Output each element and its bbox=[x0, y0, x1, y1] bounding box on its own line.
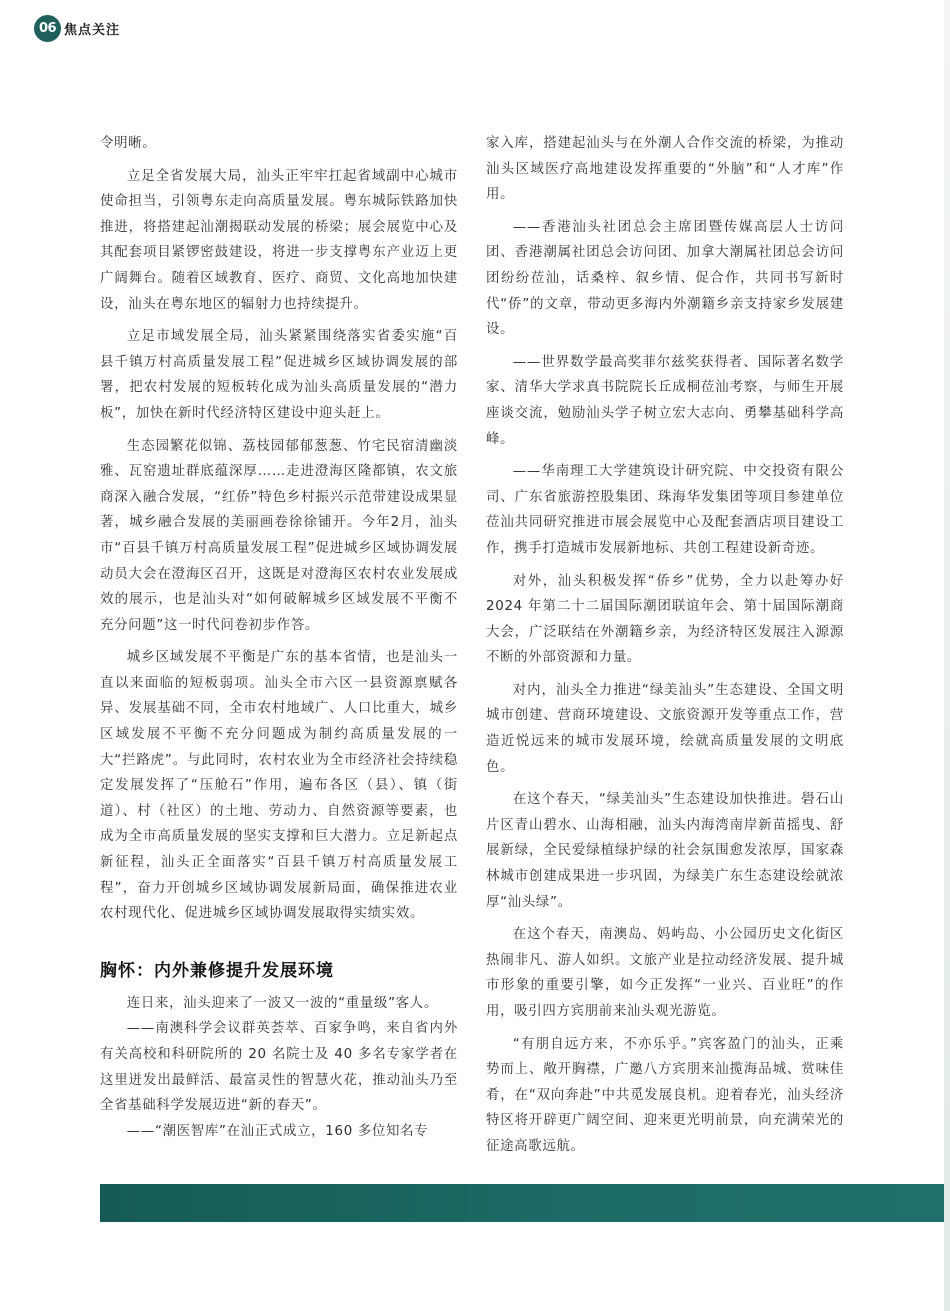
paragraph: ——“潮医智库”在汕正式成立，160 多位知名专 bbox=[126, 1123, 429, 1139]
paragraph: 立足全省发展大局，汕头正牢牢扛起省域副中心城市使命担当，引领粤东走向高质量发展。粤东城际铁路加快推进，将搭建起汕潮揭联动发展的桥梁；展会展览中心及其配套项目紧锣密鼓建设，将进一步支撑粤东产业迈上更广阔舞台。随着区域教育、医疗、商贸、文化高地加快建设，汕头在粤东地区的辐射力也持续提升。 bbox=[100, 168, 458, 312]
paragraph: ——香港汕头社团总会主席团暨传媒高层人士访问团、香港潮属社团总会访问团、加拿大潮属社团总会访问团纷纷莅汕，话桑梓、叙乡情、促合作，共同书写新时代“侨”的文章，带动更多海内外潮籍乡亲支持家乡发展建设。 bbox=[486, 219, 844, 338]
paragraph: “有朋自远方来，不亦乐乎。”宾客盈门的汕头，正乘势而上、敞开胸襟，广邀八方宾朋来汕揽海品城、赏味佳肴，在“双向奔赴”中共觅发展良机。迎着春光，汕头经济特区将开辟更广阔空间、迎来更光明前景，向充满荣光的征途高歌远航。 bbox=[486, 1036, 844, 1154]
paragraph: 生态园繁花似锦、荔枝园郁郁葱葱、竹宅民宿清幽淡雅、瓦窑遗址群底蕴深厚……走进澄海区隆都镇，农文旅商深入融合发展，“红侨”特色乡村振兴示范带建设成果显著，城乡融合发展的美丽画卷徐徐铺开。今年2月，汕头市“百县千镇万村高质量发展工程”促进城乡区域协调发展动员大会在澄海区召开，这既是对澄海区农村农业发展成效的展示，也是汕头对“如何破解城乡区域发展不平衡不充分问题”这一时代问卷初步作答。 bbox=[100, 438, 458, 633]
left-column bbox=[100, 131, 458, 1144]
paragraph: 立足市域发展全局，汕头紧紧围绕落实省委实施“百县千镇万村高质量发展工程”促进城乡区域协调发展的部署，把农村发展的短板转化成为汕头高质量发展的“潜力板”，加快在新时代经济特区建设中迎头赶上。 bbox=[100, 329, 458, 421]
paragraph: ——华南理工大学建筑设计研究院、中交投资有限公司、广东省旅游控股集团、珠海华发集团等项目参建单位莅汕共同研究推进市展会展览中心及配套酒店项目建设工作，携手打造城市发展新地标、共创工程建设新奇迹。 bbox=[486, 464, 844, 556]
paragraph: 令明晰。 bbox=[100, 136, 157, 151]
paragraph: 城乡区域发展不平衡是广东的基本省情，也是汕头一直以来面临的短板弱项。汕头全市六区一县资源禀赋各异、发展基础不同，全市农村地域广、人口比重大，城乡区域发展不平衡不充分问题成为制约高质量发展的一大“拦路虎”。与此同时，农村农业为全市经济社会持续稳定发展发挥了“压舱石”作用，遍布各区（县）、镇（街道）、村（社区）的土地、劳动力、自然资源等要素，也成为全市高质量发展的坚实支撑和巨大潜力。立足新起点新征程，汕头正全面落实“百县千镇万村高质量发展工程”，奋力开创城乡区域协调发展新局面，确保推进农业农村现代化、促进城乡区域协调发展取得实绩实效。 bbox=[100, 650, 458, 922]
paragraph: 连日来，汕头迎来了一波又一波的“重量级”客人。 bbox=[126, 995, 438, 1011]
section-title: 焦点关注 bbox=[64, 22, 121, 38]
right-column bbox=[486, 131, 844, 1167]
paragraph: ——南澳科学会议群英荟萃、百家争鸣，来自省内外有关高校和科研院所的 20 名院士及 40 多名专家学者在这里迸发出最鲜活、最富灵性的智慧火花，推动汕头乃至全省基础科学发展迈进“新的春天”。 bbox=[100, 1021, 458, 1114]
paragraph: 在这个春天，“绿美汕头”生态建设加快推进。礐石山片区青山碧水、山海相融，汕头内海湾南岸新苗摇曳、舒展新绿，全民爱绿植绿护绿的社会氛围愈发浓厚，国家森林城市创建成果进一步巩固，为绿美广东生态建设绘就浓厚“汕头绿”。 bbox=[486, 792, 844, 910]
paragraph: 对内，汕头全力推进“绿美汕头”生态建设、全国文明城市创建、营商环境建设、文旅资源开发等重点工作，营造近悦远来的城市发展环境，绘就高质量发展的文明底色。 bbox=[486, 682, 844, 775]
paragraph: ——世界数学最高奖菲尔兹奖获得者、国际著名数学家、清华大学求真书院院长丘成桐莅汕考察，与师生开展座谈交流，勉励汕头学子树立宏大志向、勇攀基础科学高峰。 bbox=[486, 354, 844, 447]
paragraph: 在这个春天，南澳岛、妈屿岛、小公园历史文化街区热闹非凡、游人如织。文旅产业是拉动经济发展、提升城市形象的重要引擎，如今正发挥“一业兴、百业旺”的作用，吸引四方宾朋前来汕头观光游览。 bbox=[486, 927, 844, 1019]
page-number-badge: 06 bbox=[34, 15, 61, 42]
page-header bbox=[34, 14, 120, 42]
footer-color-band bbox=[100, 1184, 950, 1222]
paragraph: 家入库，搭建起汕头与在外潮人合作交流的桥梁，为推动汕头区域医疗高地建设发挥重要的“外脑”和“人才库”作用。 bbox=[486, 136, 844, 203]
page-edge-strip bbox=[944, 0, 950, 1311]
paragraph: 对外，汕头积极发挥“侨乡”优势，全力以赴筹办好 2024 年第二十二届国际潮团联谊年会、第十届国际潮商大会，广泛联结在外潮籍乡亲，为经济特区发展注入源源不断的外部资源和力量。 bbox=[486, 573, 844, 666]
section-subheading: 胸怀：内外兼修提升发展环境 bbox=[100, 960, 334, 981]
